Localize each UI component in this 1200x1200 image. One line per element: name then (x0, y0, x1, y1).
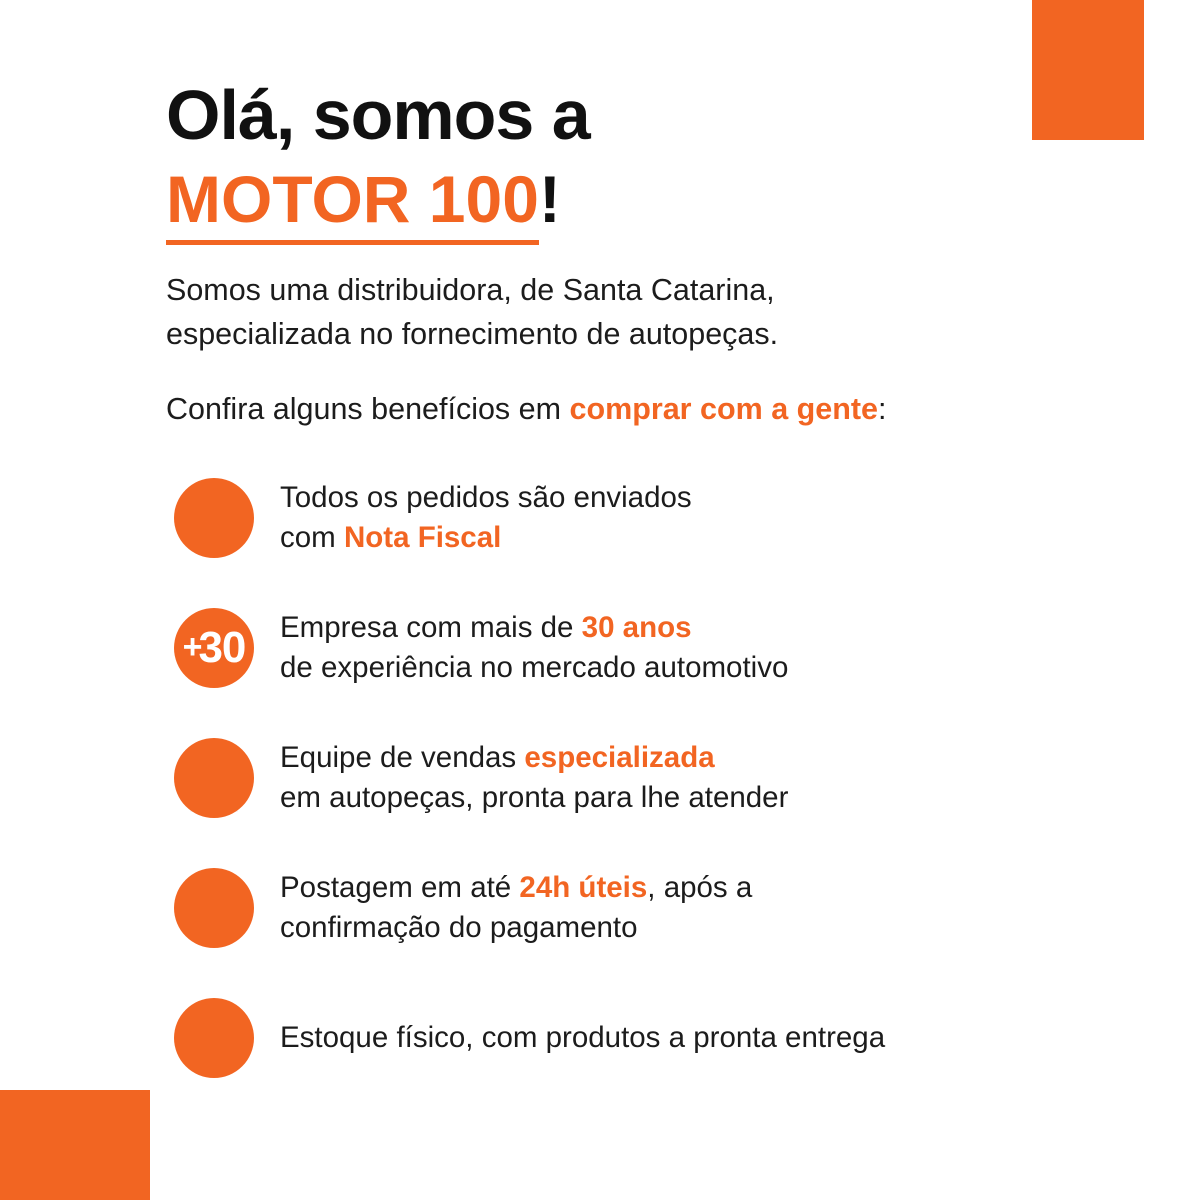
benefit-3-line-2: em autopeças, pronta para lhe atender (280, 780, 789, 814)
list-item (166, 470, 1106, 566)
list-item (166, 600, 1106, 696)
page-title-line-2 (166, 164, 1106, 235)
package-clock-icon (166, 860, 262, 956)
receipt-icon (166, 470, 262, 566)
content-container (166, 76, 1106, 1086)
decorative-square-bottom-left (0, 1090, 150, 1200)
intro-line-1: Somos uma distribuidora, de Santa Catarina, (166, 273, 775, 308)
benefit-3-accent: especializada (524, 740, 715, 774)
benefits-lead (166, 390, 1106, 430)
benefit-4-line-1-suffix: , após a (647, 870, 753, 904)
plus-30-icon (166, 600, 262, 696)
clipboard-check-icon (166, 990, 262, 1086)
years-value: 30 (198, 622, 246, 672)
benefit-1-accent: Nota Fiscal (343, 520, 502, 554)
list-item-text (280, 478, 692, 557)
benefit-2-line-2: de experiência no mercado automotivo (280, 650, 789, 684)
list-item (166, 860, 1106, 956)
intro-line-2: especializada no fornecimento de autopeças. (166, 316, 779, 351)
benefit-2-line-1-prefix: Empresa com mais de (280, 610, 582, 644)
intro-paragraph (166, 269, 996, 356)
list-item-text (280, 738, 788, 817)
benefit-1-line-1: Todos os pedidos são enviados (280, 480, 692, 514)
benefits-lead-suffix: : (878, 391, 887, 426)
benefits-lead-prefix: Confira alguns benefícios em (166, 391, 570, 426)
benefits-list (166, 470, 1106, 1086)
list-item-text (280, 1018, 885, 1058)
plus-sign: + (182, 628, 202, 666)
benefit-4-accent: 24h úteis (519, 870, 648, 904)
benefits-lead-accent: comprar com a gente (569, 391, 878, 426)
benefit-4-line-1-prefix: Postagem em até (280, 870, 520, 904)
list-item-text (280, 608, 788, 687)
benefit-1-line-2-prefix: com (280, 520, 344, 554)
benefit-4-line-2: confirmação do pagamento (280, 910, 638, 944)
list-item (166, 990, 1106, 1086)
list-item-text (280, 868, 752, 947)
brand-name: MOTOR 100 (166, 162, 539, 245)
benefit-2-accent: 30 anos (581, 610, 692, 644)
list-item (166, 730, 1106, 826)
brand-exclamation: ! (538, 162, 561, 236)
benefit-5-line-1: Estoque físico, com produtos a pronta entrega (280, 1020, 886, 1054)
page-title-line-1: Olá, somos a (166, 76, 590, 154)
sales-agent-icon (166, 730, 262, 826)
benefit-3-line-1-prefix: Equipe de vendas (280, 740, 525, 774)
